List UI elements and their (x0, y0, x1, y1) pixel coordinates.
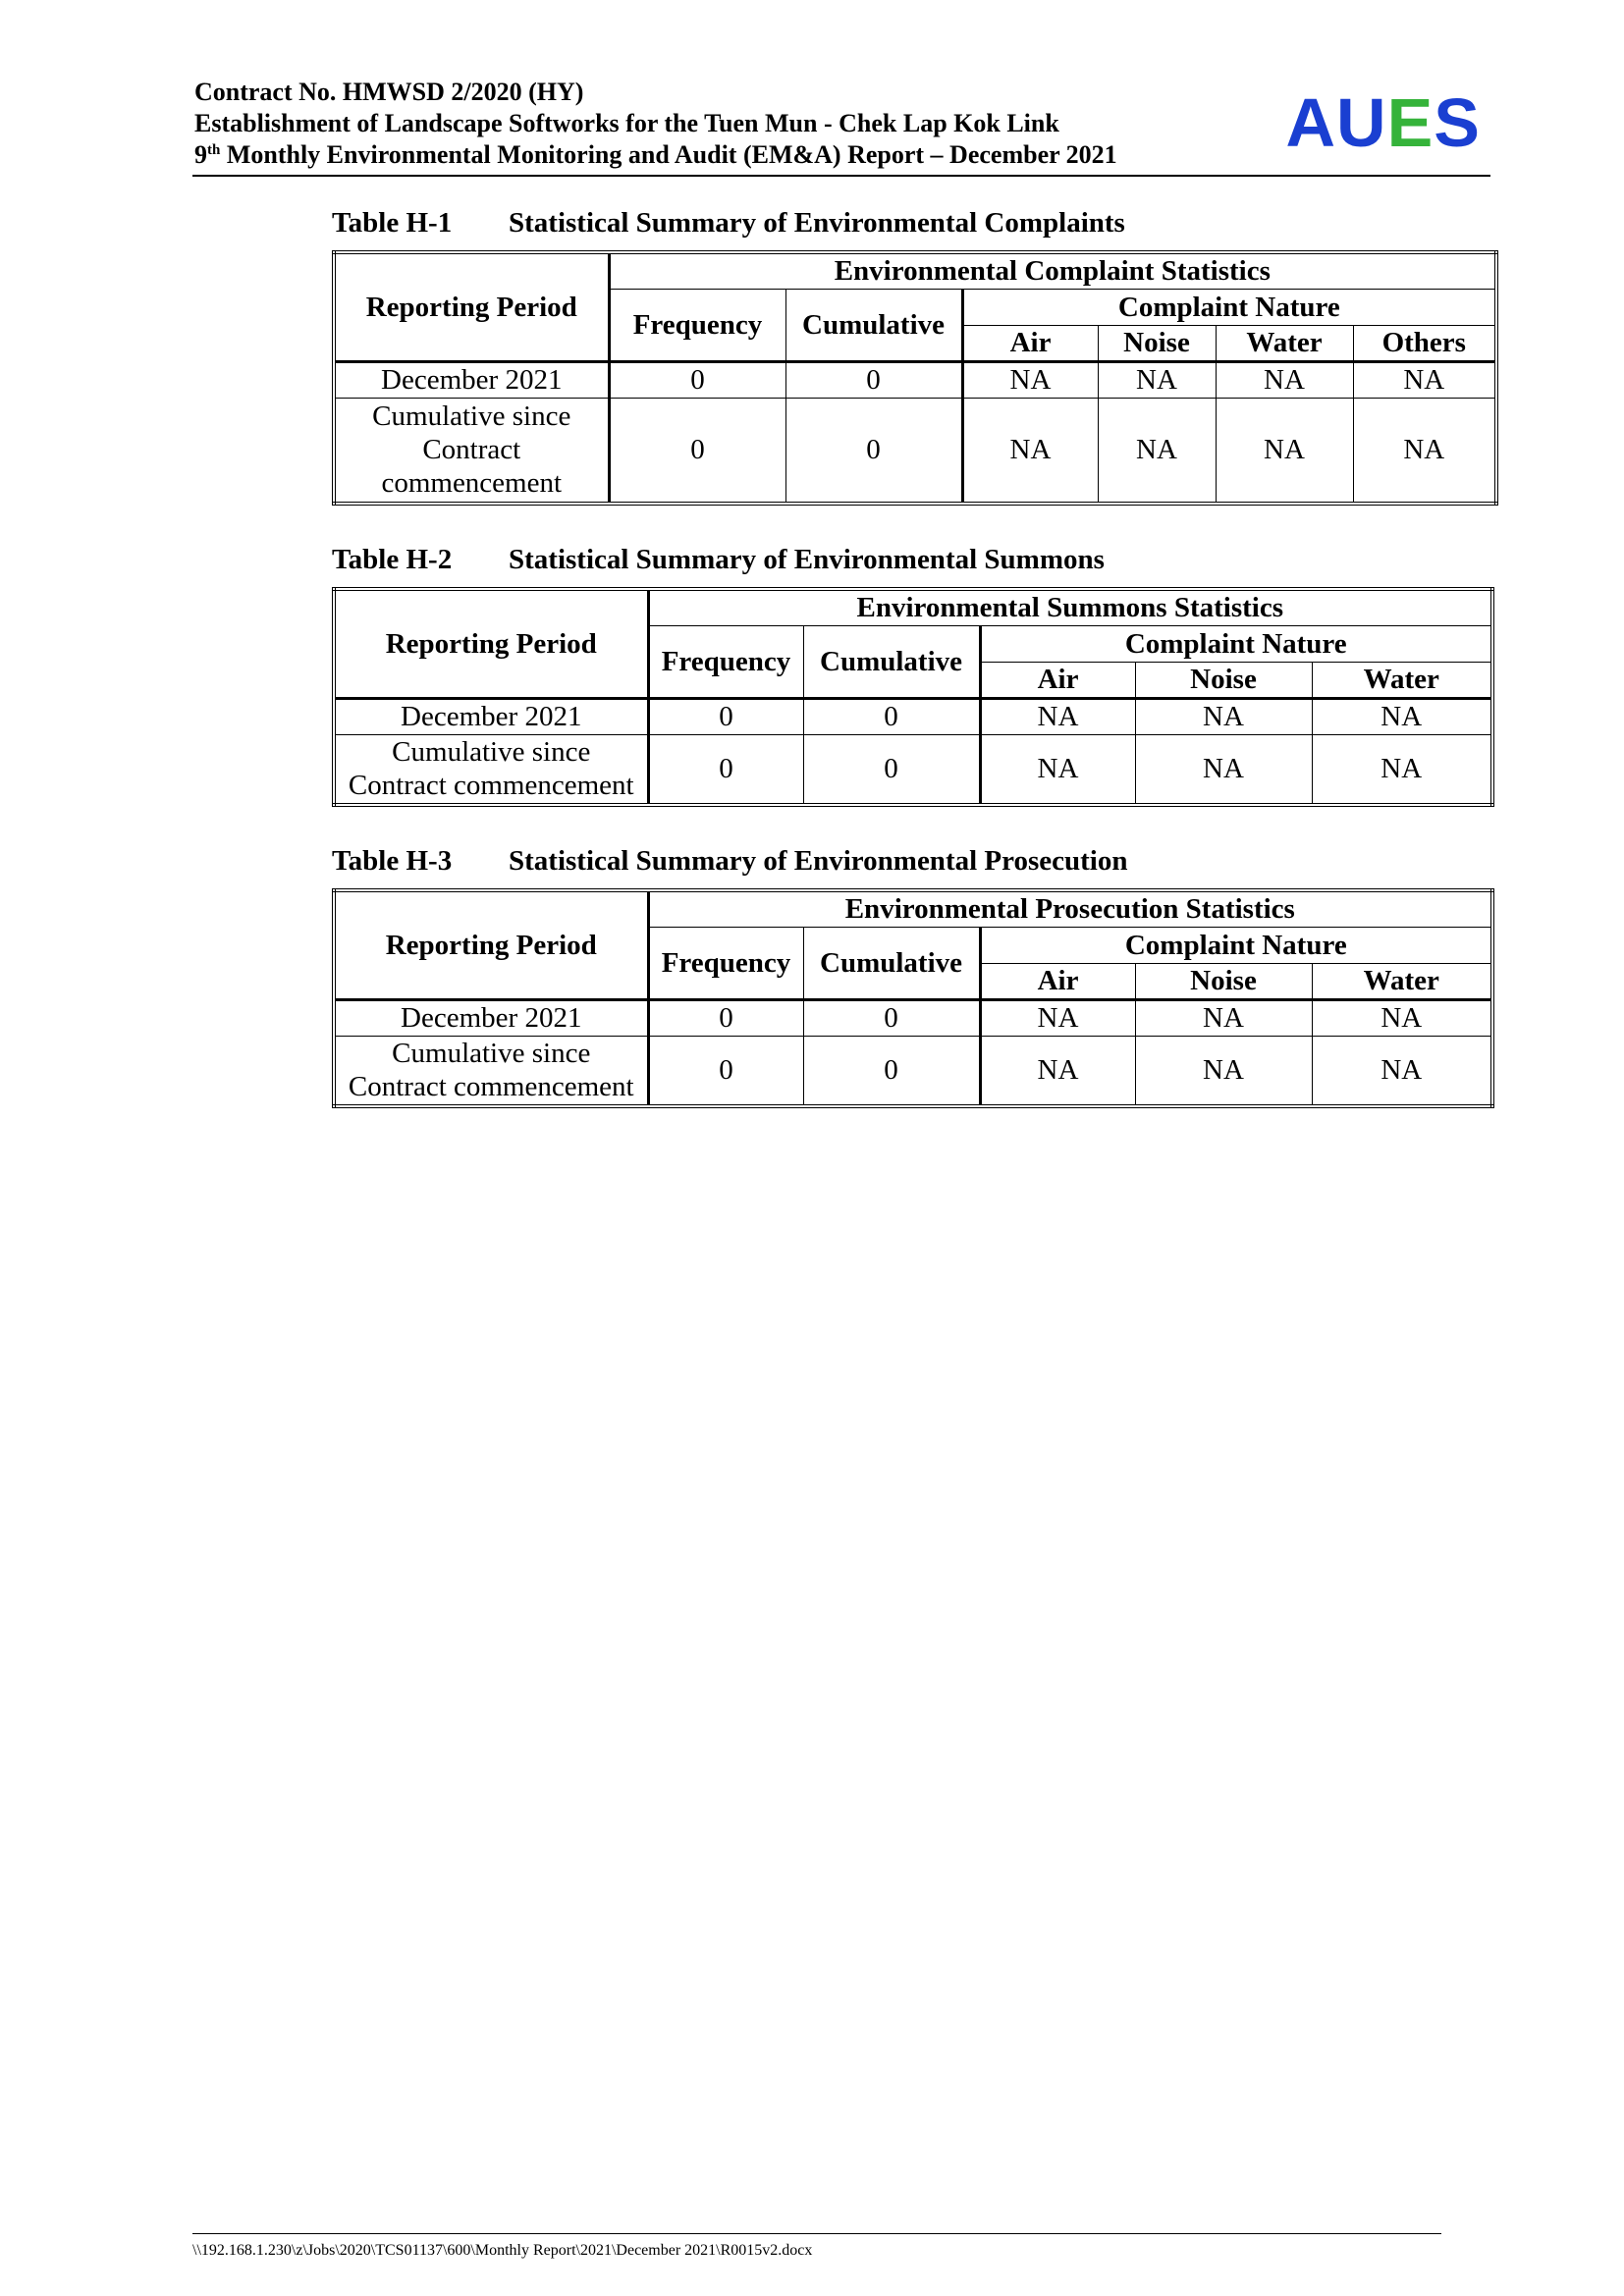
water-header: Water (1312, 963, 1492, 999)
table-row (334, 734, 1492, 805)
frequency-cell: 0 (609, 361, 785, 398)
period-line: Contract (422, 434, 521, 466)
noise-header: Noise (1098, 325, 1216, 361)
air-cell: NA (980, 734, 1135, 805)
report-ordinal-number: 9 (194, 140, 207, 169)
period-cell: December 2021 (334, 698, 648, 734)
table-h2 (332, 587, 1494, 807)
period-line: Cumulative since (392, 736, 591, 769)
report-title-rest: Monthly Environmental Monitoring and Audit (EM&A) Report – December 2021 (220, 140, 1117, 169)
cumulative-cell: 0 (803, 1036, 980, 1106)
table-title: Statistical Summary of Environmental Prosecution (509, 845, 1128, 877)
period-line: Contract commencement (348, 770, 634, 802)
water-cell: NA (1312, 1036, 1492, 1106)
water-cell: NA (1312, 999, 1492, 1036)
table-row (334, 361, 1496, 398)
air-header: Air (980, 662, 1135, 698)
table-h3-caption (332, 844, 1127, 878)
air-header: Air (962, 325, 1098, 361)
period-cell (334, 734, 648, 805)
contract-number: Contract No. HMWSD 2/2020 (HY) (194, 78, 584, 106)
noise-header: Noise (1135, 662, 1312, 698)
header-text (194, 77, 1117, 171)
water-cell: NA (1216, 398, 1353, 504)
frequency-cell: 0 (648, 698, 803, 734)
report-ordinal-suffix: th (207, 142, 221, 158)
group-header: Environmental Prosecution Statistics (648, 890, 1492, 927)
water-header: Water (1216, 325, 1353, 361)
frequency-cell: 0 (648, 999, 803, 1036)
air-cell: NA (980, 1036, 1135, 1106)
water-cell: NA (1312, 734, 1492, 805)
complaint-nature-header: Complaint Nature (980, 927, 1492, 963)
period-line: Cumulative since (392, 1038, 591, 1070)
air-cell: NA (980, 698, 1135, 734)
table-number: Table H-3 (332, 845, 453, 877)
frequency-cell: 0 (648, 1036, 803, 1106)
period-cell (334, 1036, 648, 1106)
footer-file-path: \\192.168.1.230\z\Jobs\2020\TCS01137\600\Monthly Report\2021\December 2021\R0015v2.docx (192, 2242, 813, 2259)
noise-cell: NA (1135, 1036, 1312, 1106)
table-row (334, 1036, 1492, 1106)
air-header: Air (980, 963, 1135, 999)
table-h2-caption (332, 543, 1105, 576)
logo-part-s: S (1434, 84, 1481, 161)
frequency-header: Frequency (648, 625, 803, 698)
table-title: Statistical Summary of Environmental Summons (509, 544, 1105, 575)
complaint-nature-header: Complaint Nature (980, 625, 1492, 662)
table-title: Statistical Summary of Environmental Complaints (509, 207, 1125, 239)
frequency-header: Frequency (648, 927, 803, 999)
noise-header: Noise (1135, 963, 1312, 999)
table-row (334, 398, 1496, 504)
cumulative-cell: 0 (785, 398, 962, 504)
others-header: Others (1353, 325, 1496, 361)
reporting-period-header: Reporting Period (334, 589, 648, 698)
frequency-header: Frequency (609, 289, 785, 361)
table-h3 (332, 888, 1494, 1108)
table-row (334, 999, 1492, 1036)
air-cell: NA (980, 999, 1135, 1036)
frequency-cell: 0 (648, 734, 803, 805)
table-number: Table H-2 (332, 544, 453, 575)
others-cell: NA (1353, 361, 1496, 398)
table-number: Table H-1 (332, 207, 453, 239)
period-line: Cumulative since (372, 400, 571, 433)
cumulative-cell: 0 (803, 698, 980, 734)
cumulative-cell: 0 (785, 361, 962, 398)
others-cell: NA (1353, 398, 1496, 504)
noise-cell: NA (1135, 698, 1312, 734)
period-cell (334, 398, 609, 504)
group-header: Environmental Complaint Statistics (609, 252, 1496, 289)
noise-cell: NA (1135, 734, 1312, 805)
air-cell: NA (962, 361, 1098, 398)
page-header (192, 77, 1490, 177)
table-row (334, 698, 1492, 734)
period-line: Contract commencement (348, 1071, 634, 1103)
period-line: commencement (381, 467, 563, 500)
cumulative-header: Cumulative (803, 927, 980, 999)
report-title (194, 139, 1117, 171)
noise-cell: NA (1135, 999, 1312, 1036)
table-h1-caption (332, 206, 1125, 240)
period-cell: December 2021 (334, 999, 648, 1036)
table-h1 (332, 250, 1498, 506)
cumulative-header: Cumulative (803, 625, 980, 698)
period-cell: December 2021 (334, 361, 609, 398)
complaint-nature-header: Complaint Nature (962, 289, 1496, 325)
cumulative-cell: 0 (803, 999, 980, 1036)
logo-part-e: E (1386, 84, 1435, 161)
water-cell: NA (1312, 698, 1492, 734)
project-title: Establishment of Landscape Softworks for the Tuen Mun - Chek Lap Kok Link (194, 109, 1059, 137)
noise-cell: NA (1098, 398, 1216, 504)
noise-cell: NA (1098, 361, 1216, 398)
frequency-cell: 0 (609, 398, 785, 504)
cumulative-header: Cumulative (785, 289, 962, 361)
reporting-period-header: Reporting Period (334, 252, 609, 361)
cumulative-cell: 0 (803, 734, 980, 805)
reporting-period-header: Reporting Period (334, 890, 648, 999)
logo-part-au: AU (1285, 84, 1387, 161)
aues-logo (1285, 84, 1481, 161)
air-cell: NA (962, 398, 1098, 504)
water-header: Water (1312, 662, 1492, 698)
water-cell: NA (1216, 361, 1353, 398)
footer-rule (192, 2233, 1441, 2234)
group-header: Environmental Summons Statistics (648, 589, 1492, 625)
